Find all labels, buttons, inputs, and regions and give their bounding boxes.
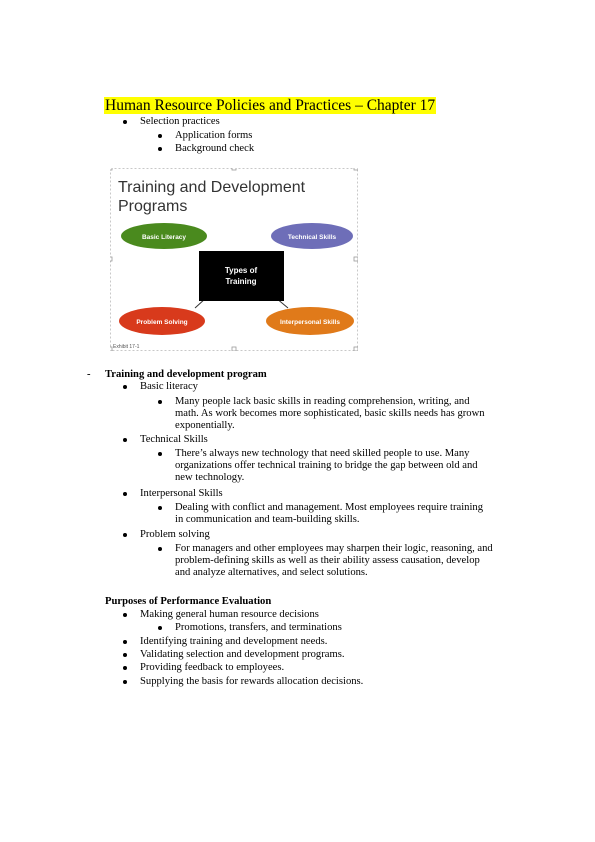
center-label-line1: Types of bbox=[224, 266, 258, 275]
evaluation-item: Supplying the basis for rewards allocation decisions. bbox=[140, 676, 364, 687]
evaluation-item: Making general human resource decisions bbox=[140, 609, 319, 620]
figure-caption: Exhibit 17-1 bbox=[113, 344, 140, 350]
selection-item: Application forms bbox=[175, 130, 253, 141]
training-detail-line: There’s always new technology that need skilled people to use. Many bbox=[175, 448, 470, 459]
evaluation-item: Validating selection and development programs. bbox=[140, 649, 345, 660]
evaluation-subitem: Promotions, transfers, and terminations bbox=[175, 622, 342, 633]
types-of-training-box bbox=[199, 251, 284, 301]
figure-title-line1: Training and Development bbox=[118, 179, 306, 196]
technical-skills-label: Technical Skills bbox=[287, 234, 337, 241]
resize-handle bbox=[354, 347, 358, 351]
evaluation-item: Providing feedback to employees. bbox=[140, 662, 285, 673]
training-detail-line: exponentially. bbox=[175, 420, 235, 431]
evaluation-item: Identifying training and development needs. bbox=[140, 636, 328, 647]
center-label-line2: Training bbox=[225, 277, 257, 286]
training-detail-line: new technology. bbox=[175, 472, 245, 483]
training-topic: Interpersonal Skills bbox=[140, 488, 223, 499]
resize-handle bbox=[110, 257, 112, 261]
training-diagram bbox=[110, 168, 358, 351]
resize-handle bbox=[232, 168, 236, 170]
problem-solving-label: Problem Solving bbox=[136, 319, 188, 326]
figure-title-line2: Programs bbox=[118, 198, 188, 215]
dash-marker: - bbox=[87, 369, 91, 380]
training-detail-line: For managers and other employees may sharpen their logic, reasoning, and bbox=[175, 543, 493, 554]
training-detail-line: math. As work becomes more sophisticated, basic skills needs has grown bbox=[175, 408, 485, 419]
training-programs-figure bbox=[110, 168, 358, 351]
evaluation-heading: Purposes of Performance Evaluation bbox=[105, 596, 272, 607]
training-topic: Basic literacy bbox=[140, 381, 198, 392]
page-title: Human Resource Policies and Practices – Chapter 17 bbox=[105, 97, 436, 114]
selection-item: Background check bbox=[175, 143, 255, 154]
training-detail-line: Many people lack basic skills in reading comprehension, writing, and bbox=[175, 396, 470, 407]
resize-handle bbox=[110, 347, 112, 351]
resize-handle bbox=[232, 347, 236, 351]
training-detail-line: and analyze alternatives, and select solutions. bbox=[175, 567, 368, 578]
training-topic: Problem solving bbox=[140, 529, 210, 540]
training-detail-line: Dealing with conflict and management. Most employees require training bbox=[175, 502, 484, 513]
training-detail-line: problem-defining skills as well as their ability assess causation, develop bbox=[175, 555, 480, 566]
training-heading: Training and development program bbox=[105, 369, 267, 380]
interpersonal-skills-label: Interpersonal Skills bbox=[280, 319, 340, 326]
selection-heading: Selection practices bbox=[140, 116, 220, 127]
training-detail-line: in communication and team-building skills. bbox=[175, 514, 360, 525]
resize-handle bbox=[354, 168, 358, 170]
training-detail-line: organizations offer technical training to bridge the gap between old and bbox=[175, 460, 478, 471]
basic-literacy-label: Basic Literacy bbox=[141, 234, 187, 241]
resize-handle bbox=[354, 257, 358, 261]
training-topic: Technical Skills bbox=[140, 434, 208, 445]
resize-handle bbox=[110, 168, 112, 170]
